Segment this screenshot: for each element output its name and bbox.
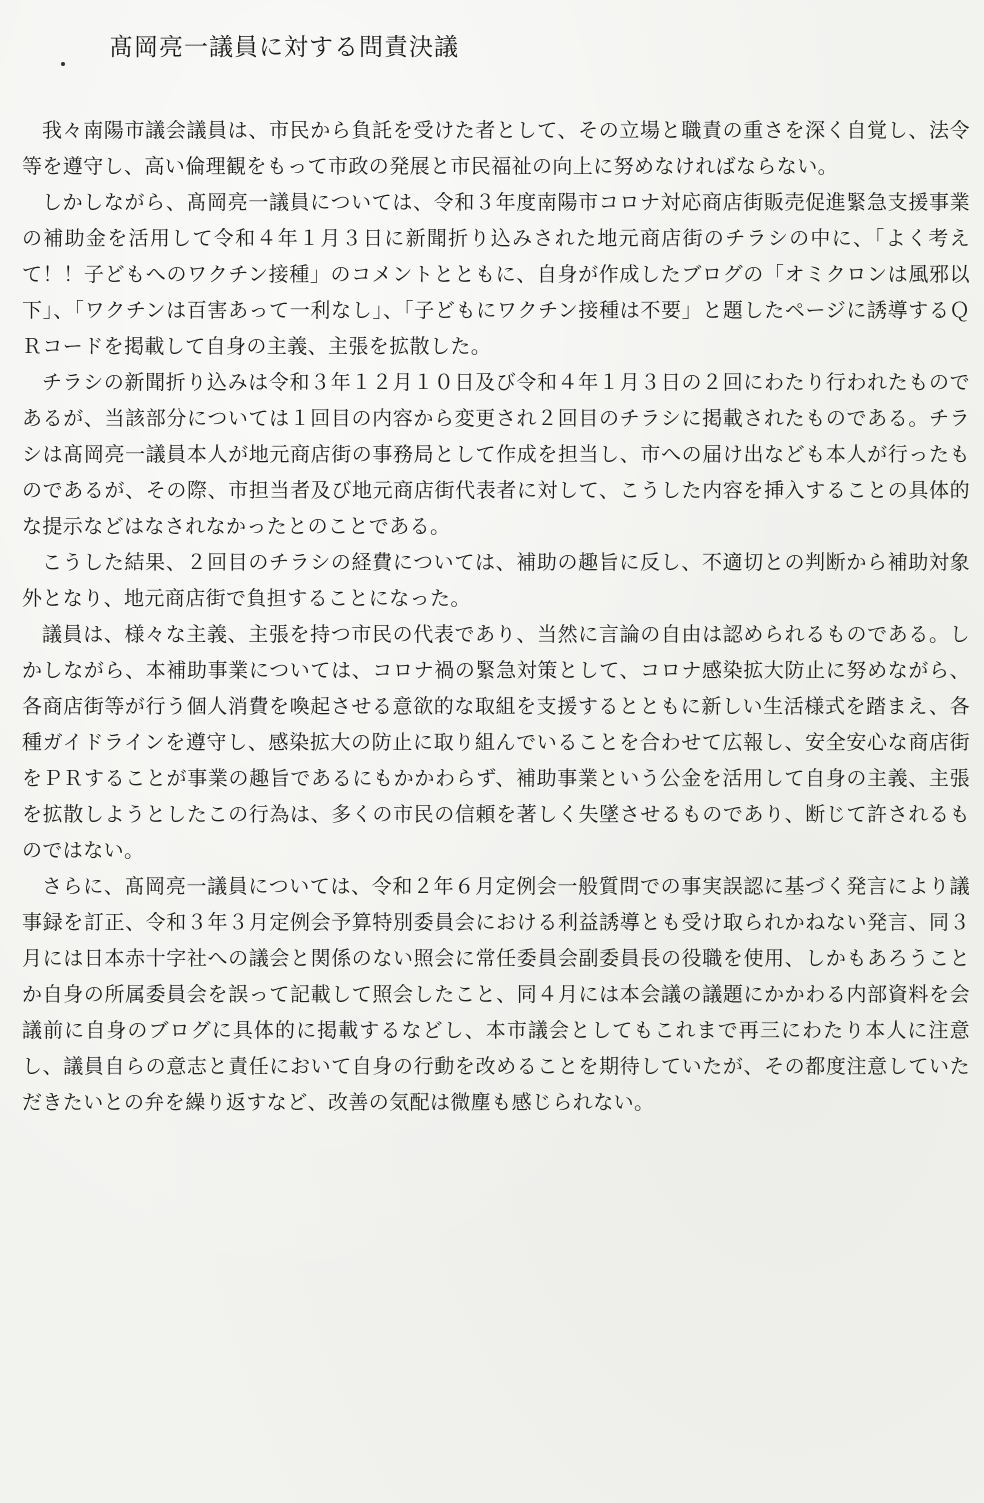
paragraph-2: しかしながら、髙岡亮一議員については、令和３年度南陽市コロナ対応商店街販売促進緊急支援事業の補助金を活用して令和４年１月３日に新聞折り込みされた地元商店街のチラシの中に、「よく考えて！！子どもへのワクチン接種」のコメントとともに、自身が作成したブログの「オミクロンは風邪以下」、「ワクチンは百害あって一利なし」、「子どもにワクチン接種は不要」と題したページに誘導するＱＲコードを掲載して自身の主義、主張を拡散した。 (22, 190, 970, 358)
paragraph-6: さらに、髙岡亮一議員については、令和２年６月定例会一般質問での事実誤認に基づく発言により議事録を訂正、令和３年３月定例会予算特別委員会における利益誘導とも受け取られかねない発言、同３月には日本赤十字社への議会と関係のない照会に常任委員会副委員長の役職を使用、しかもあろうことか自身の所属委員会を誤って記載して照会したこと、同４月には本会議の議題にかかわる内部資料を会議前に自身のブログに具体的に掲載するなどし、本市議会としてもこれまで再三にわたり本人に注意し、議員自らの意志と責任において自身の行動を改めることを期待していたが、その都度注意していただきたいとの弁を繰り返すなど、改善の気配は微塵も感じられない。 (22, 874, 970, 1114)
bullet-dot-icon (61, 62, 65, 66)
paragraph-5: 議員は、様々な主義、主張を持つ市民の代表であり、当然に言論の自由は認められるものである。しかしながら、本補助事業については、コロナ禍の緊急対策として、コロナ感染拡大防止に努めながら、各商店街等が行う個人消費を喚起させる意欲的な取組を支援するとともに新しい生活様式を踏まえ、各種ガイドラインを遵守し、感染拡大の防止に取り組んでいることを合わせて広報し、安全安心な商店街をＰＲすることが事業の趣旨であるにもかかわらず、補助事業という公金を活用して自身の主義、主張を拡散しようとしたこの行為は、多くの市民の信頼を著しく失墜させるものであり、断じて許されるものではない。 (22, 622, 970, 862)
paragraph-4: こうした結果、２回目のチラシの経費については、補助の趣旨に反し、不適切との判断から補助対象外となり、地元商店街で負担することになった。 (22, 550, 970, 610)
document-body (22, 112, 970, 1120)
document-title: 髙岡亮一議員に対する問責決議 (109, 33, 459, 61)
paragraph-3: チラシの新聞折り込みは令和３年１２月１０日及び令和４年１月３日の２回にわたり行われたものであるが、当該部分については１回目の内容から変更され２回目のチラシに掲載されたものである。チラシは髙岡亮一議員本人が地元商店街の事務局として作成を担当し、市への届け出なども本人が行ったものであるが、その際、市担当者及び地元商店街代表者に対して、こうした内容を挿入することの具体的な提示などはなされなかったとのことである。 (22, 370, 970, 538)
paragraph-1: 我々南陽市議会議員は、市民から負託を受けた者として、その立場と職責の重さを深く自覚し、法令等を遵守し、高い倫理観をもって市政の発展と市民福祉の向上に努めなければならない。 (22, 118, 970, 178)
